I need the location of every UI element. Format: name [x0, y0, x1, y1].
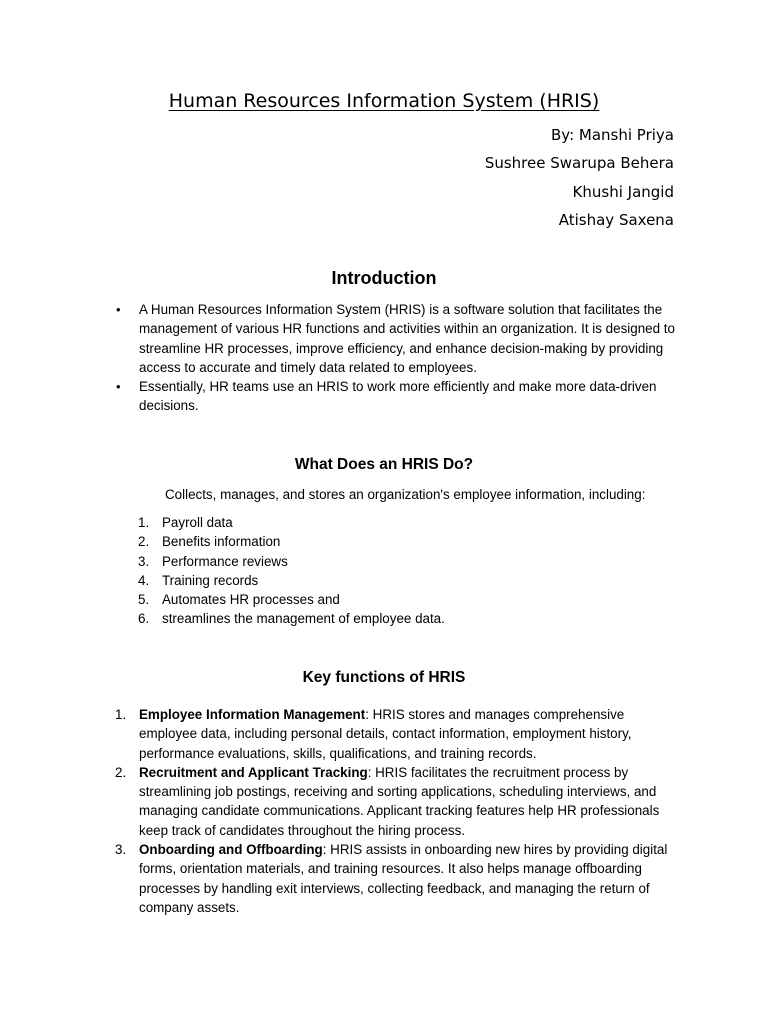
author-list [485, 121, 674, 234]
list-number: 6. [138, 611, 150, 627]
author-line: Sushree Swarupa Behera [484, 154, 674, 173]
function-description: : HRIS stores and manages comprehensive employee data, including personal details, contact information, employment history, performance evaluations, skills, qualifications, and training records. [139, 707, 632, 761]
list-item [138, 532, 445, 551]
list-item [138, 590, 445, 609]
list-item [138, 552, 445, 571]
bullet-icon: • [116, 379, 121, 395]
list-item [115, 840, 679, 917]
function-term: Employee Information Management [139, 707, 366, 722]
list-item [115, 763, 679, 840]
function-term: Recruitment and Applicant Tracking [139, 764, 368, 780]
function-description: : HRIS assists in onboarding new hires by providing digital forms, orientation materials, and training resources. It also helps manage offboarding processes by handling exit interviews, collecting feedback, and managing the return of company assets. [139, 842, 668, 915]
list-item [116, 377, 679, 416]
introduction-bullet-list [116, 300, 679, 416]
list-item [138, 513, 445, 532]
list-text: Automates HR processes and [162, 592, 340, 608]
list-item [116, 300, 679, 377]
function-description: : HRIS facilitates the recruitment process by streamlining job postings, receiving and sorting applications, scheduling interviews, and managing candidate communications. Applicant tracking features help HR professionals keep track of candidates throughout the hiring process. [139, 764, 660, 838]
list-number: 4. [138, 572, 150, 588]
list-number: 1. [138, 515, 150, 530]
list-item [138, 571, 445, 590]
bullet-icon: • [116, 302, 121, 317]
list-number: 2. [138, 534, 150, 550]
what-does-list [138, 513, 445, 629]
list-text: streamlines the management of employee data. [162, 611, 445, 627]
list-number: 3. [138, 553, 150, 569]
list-item [115, 705, 679, 763]
list-item [138, 609, 445, 628]
author-line: Atishay Saxena [558, 210, 674, 229]
key-functions-heading: Key functions of HRIS [302, 669, 466, 686]
list-number: 5. [138, 592, 150, 608]
key-functions-list [115, 705, 679, 917]
list-text: Training records [162, 572, 259, 588]
document-title [0, 88, 768, 114]
document-title-text: Human Resources Information System (HRIS) [168, 90, 600, 112]
bullet-text: A Human Resources Information System (HRIS) is a software solution that facilitates the management of various HR functions and activities within an organization. It is designed to streamline HR processes, improve efficiency, and enhance decision-making by providing access to accurate and timely data related to employees. [139, 302, 675, 375]
list-number: 2. [115, 764, 127, 780]
author-line: Khushi Jangid [572, 182, 674, 201]
list-number: 3. [115, 842, 127, 858]
author-line: By: Manshi Priya [551, 126, 674, 144]
bullet-text: Essentially, HR teams use an HRIS to work more efficiently and make more data-driven decisions. [139, 379, 657, 414]
list-text: Payroll data [162, 515, 233, 530]
list-text: Performance reviews [162, 553, 288, 569]
function-term: Onboarding and Offboarding [139, 842, 323, 858]
what-does-heading: What Does an HRIS Do? [294, 456, 474, 473]
what-does-intro: Collects, manages, and stores an organization's employee information, including: [165, 487, 646, 502]
list-number: 1. [115, 707, 127, 722]
list-text: Benefits information [162, 534, 281, 550]
introduction-heading: Introduction [331, 268, 437, 288]
